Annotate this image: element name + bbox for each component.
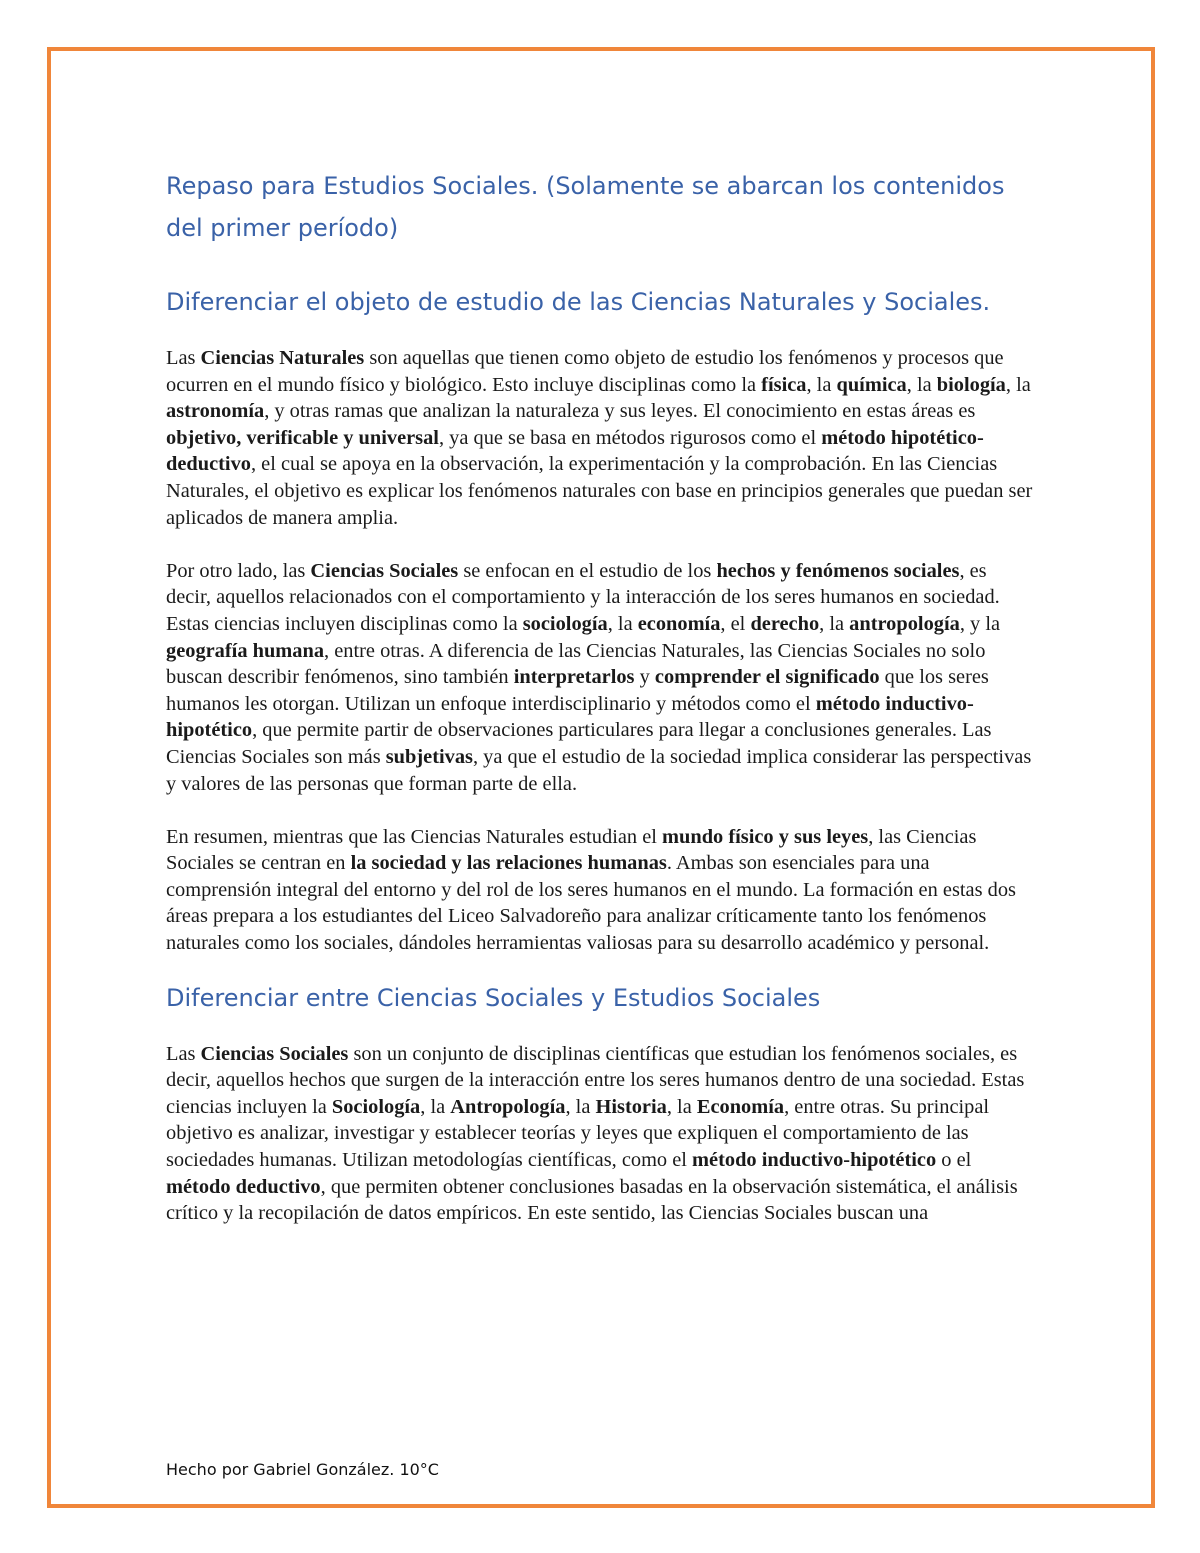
- paragraph: [166, 824, 1036, 957]
- text-run: , entre otras. A diferencia de las Ciencias Naturales, las Ciencias Sociales no solo buscan describir fenómenos, sino también: [166, 639, 986, 689]
- text-run: , la: [1005, 373, 1031, 396]
- bold-term: interpretarlos: [513, 666, 635, 689]
- bold-term: mundo físico y sus leyes: [662, 825, 869, 848]
- bold-term: biología: [936, 373, 1006, 396]
- bold-term: Historia: [595, 1095, 667, 1118]
- paragraph: [166, 1041, 1036, 1227]
- text-run: , y otras ramas que analizan la naturaleza y sus leyes. El conocimiento en estas áreas es: [264, 400, 976, 423]
- bold-term: método inductivo-hipotético: [692, 1149, 937, 1172]
- text-run: Las: [166, 347, 201, 369]
- text-run: , que permite partir de observaciones particulares para llegar a conclusiones generales. Las Ciencias Sociales son más: [166, 719, 992, 768]
- bold-term: objetivo, verificable y universal: [166, 426, 439, 449]
- text-run: , que permiten obtener conclusiones basadas en la observación sistemática, el análisis crítico y la recopilación de datos empíricos. En este sentido, las Ciencias Sociales buscan una: [166, 1175, 1018, 1225]
- bold-term: comprender el significado: [654, 666, 880, 689]
- bold-term: método deductivo: [166, 1175, 321, 1198]
- bold-term: sociología: [522, 612, 608, 635]
- bold-term: la sociedad y las relaciones humanas: [350, 852, 667, 875]
- footer-author: Hecho por Gabriel González. 10°C: [166, 1460, 439, 1479]
- text-run: , el: [720, 612, 751, 635]
- text-run: , la: [607, 612, 638, 635]
- section-heading-2: Diferenciar entre Ciencias Sociales y Estudios Sociales: [166, 983, 821, 1012]
- section-heading-1: Diferenciar el objeto de estudio de las Ciencias Naturales y Sociales.: [166, 288, 991, 316]
- bold-term: Sociología: [331, 1095, 421, 1118]
- text-run: , las Ciencias Sociales se centran en: [166, 825, 977, 875]
- bold-term: subjetivas: [385, 745, 473, 768]
- bold-term: astronomía: [166, 400, 265, 423]
- text-run: , la: [819, 612, 850, 635]
- text-run: Las: [166, 1042, 201, 1065]
- bold-term: Ciencias Sociales: [310, 559, 459, 582]
- text-run: , entre otras. Su principal objetivo es analizar, investigar y establecer teorías y leyes que expliquen el comportamiento de las sociedades humanas. Utilizan metodologías científicas, como el: [166, 1095, 990, 1172]
- bold-term: Ciencias Sociales: [200, 1042, 349, 1065]
- section-2-body: [166, 1041, 1036, 1227]
- text-run: , la: [420, 1095, 451, 1118]
- document-title: Repaso para Estudios Sociales. (Solamente se abarcan los contenidos del primer período): [166, 172, 1005, 242]
- text-run: , el cual se apoya en la observación, la experimentación y la comprobación. En las Ciencias Naturales, el objetivo es explicar los fenómenos naturales con base en principios generales que puedan ser aplicados de manera amplia.: [166, 453, 1033, 529]
- text-run: Por otro lado, las: [166, 559, 311, 582]
- text-run: y: [634, 666, 655, 689]
- bold-term: antropología: [849, 612, 960, 635]
- text-run: que los seres humanos les otorgan. Utilizan un enfoque interdisciplinario y métodos como el: [166, 666, 989, 715]
- text-run: , la: [806, 373, 837, 396]
- bold-term: método hipotético-deductivo: [166, 426, 984, 476]
- text-run: , la: [906, 373, 937, 396]
- bold-term: método inductivo-hipotético: [166, 692, 974, 742]
- text-run: , la: [666, 1095, 697, 1118]
- bold-term: hechos y fenómenos sociales: [716, 559, 960, 582]
- document-body: [166, 165, 1036, 1253]
- section-1-body: [166, 345, 1036, 957]
- bold-term: geografía humana: [166, 639, 325, 662]
- text-run: , y la: [959, 612, 1001, 635]
- text-run: , la: [565, 1095, 596, 1118]
- text-run: . Ambas son esenciales para una comprensión integral del entorno y del rol de los seres humanos en el mundo. La formación en estas dos áreas prepara a los estudiantes del Liceo Salvadoreño para analizar críticamente tanto los fenómenos naturales como los sociales, dándoles herramientas valiosas para su desarrollo académico y personal.: [166, 852, 1016, 955]
- bold-term: Economía: [696, 1095, 785, 1118]
- bold-term: derecho: [750, 612, 820, 635]
- text-run: , ya que se basa en métodos rigurosos como el: [438, 426, 822, 449]
- text-run: En resumen, mientras que las Ciencias Naturales estudian el: [166, 825, 663, 848]
- bold-term: Antropología: [450, 1095, 566, 1118]
- bold-term: economía: [637, 612, 721, 635]
- text-run: son aquellas que tienen como objeto de estudio los fenómenos y procesos que ocurren en el mundo físico y biológico. Esto incluye disciplinas como la: [166, 347, 1004, 396]
- bold-term: química: [836, 373, 907, 396]
- text-run: son un conjunto de disciplinas científicas que estudian los fenómenos sociales, es decir, aquellos hechos que surgen de la interacción entre los seres humanos dentro de una sociedad. Estas ciencias incluyen la: [166, 1042, 1025, 1118]
- paragraph: [166, 558, 1036, 797]
- bold-term: física: [761, 373, 807, 396]
- text-run: , ya que el estudio de la sociedad implica considerar las perspectivas y valores de las personas que forman parte de ella.: [166, 745, 1032, 795]
- paragraph: [166, 345, 1036, 531]
- text-run: o el: [936, 1149, 972, 1172]
- text-run: se enfocan en el estudio de los: [458, 559, 717, 582]
- text-run: , es decir, aquellos relacionados con el comportamiento y la interacción de los seres humanos en sociedad. Estas ciencias incluyen disciplinas como la: [166, 559, 1000, 635]
- bold-term: Ciencias Naturales: [200, 347, 365, 369]
